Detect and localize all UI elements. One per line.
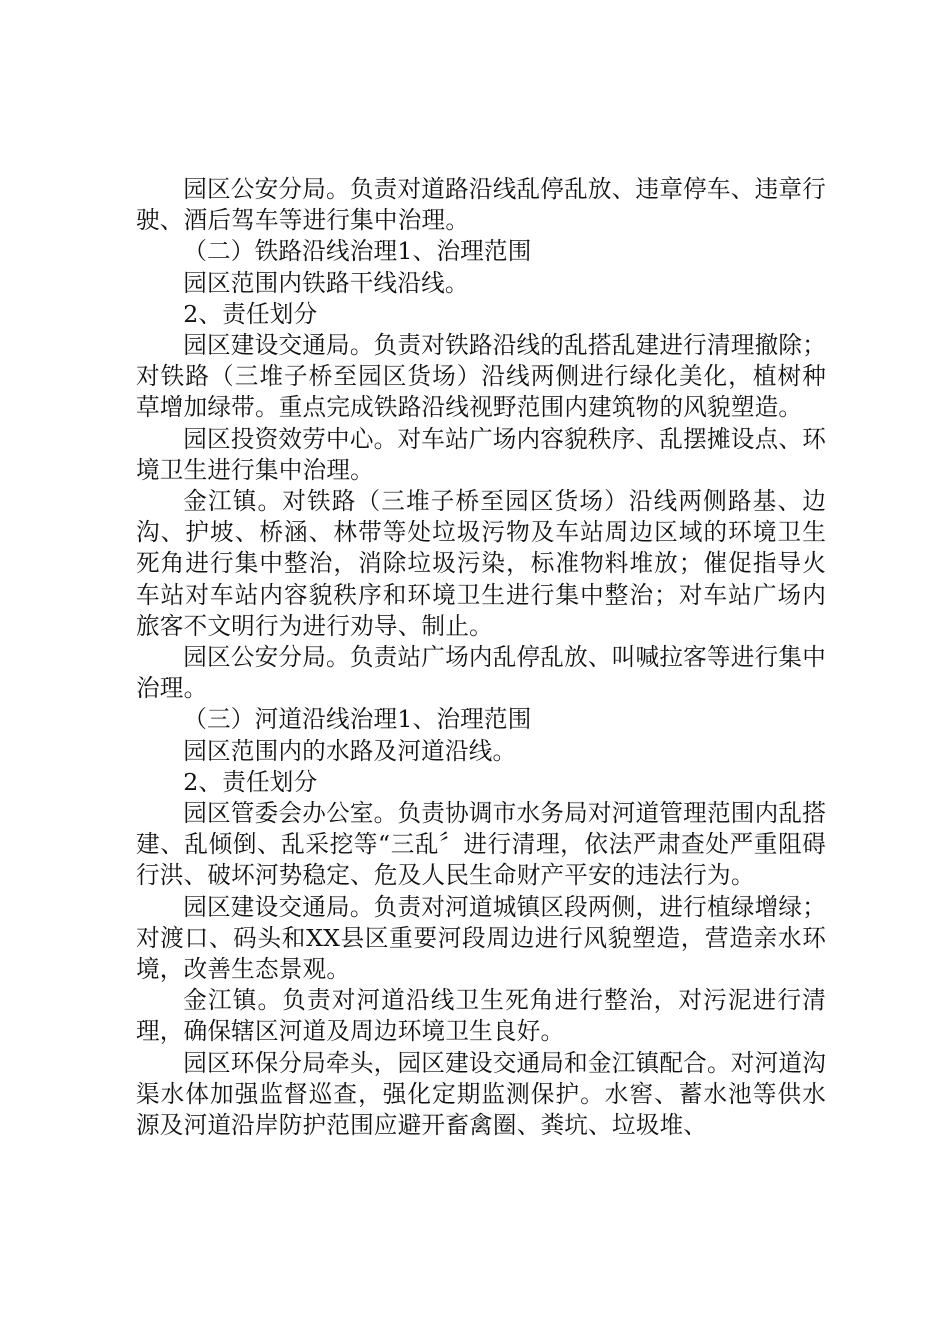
heading-railway-scope: （二）铁路沿线治理1、治理范围 [183, 237, 532, 266]
document-body [136, 174, 826, 1141]
paragraph-construction-river: 园区建设交通局。负责对河道城镇区段两侧，进行植绿增绿；对渡口、码头和XX县区重要河段周边进行风貌塑造，营造亲水环境，改善生态景观。 [136, 892, 826, 984]
paragraph-jinjiang-river: 金江镇。负责对河道沿线卫生死角进行整治，对污泥进行清理，确保辖区河道及周边环境卫生良好。 [136, 986, 826, 1046]
paragraph-investment-center: 园区投资效劳中心。对车站广场内容貌秩序、乱摆摊设点、环境卫生进行集中治理。 [136, 424, 826, 484]
paragraph-construction-railway: 园区建设交通局。负责对铁路沿线的乱搭乱建进行清理撤除；对铁路（三堆子桥至园区货场）沿线两侧进行绿化美化，植树种草增加绿带。重点完成铁路沿线视野范围内建筑物的风貌塑造。 [136, 331, 826, 422]
paragraph-management-office: 园区管委会办公室。负责协调市水务局对河道管理范围内乱搭建、乱倾倒、乱采挖等“三乱〞进行清理，依法严肃查处严重阻碍行洪、破坏河势稳定、危及人民生命财产平安的违法行为。 [136, 799, 826, 890]
paragraph-police-station: 园区公安分局。负责站广场内乱停乱放、叫喊拉客等进行集中治理。 [136, 643, 826, 703]
paragraph-police-road: 园区公安分局。负责对道路沿线乱停乱放、违章停车、违章行驶、酒后驾车等进行集中治理。 [136, 175, 826, 235]
heading-railway-duty: 2、责任划分 [183, 299, 318, 328]
paragraph-jinjiang-railway: 金江镇。对铁路（三堆子桥至园区货场）沿线两侧路基、边沟、护坡、桥涵、林带等处垃圾污物及车站周边区域的环境卫生死角进行集中整治，消除垃圾污染，标准物料堆放；催促指导火车站对车站内容貌秩序和环境卫生进行集中整治；对车站广场内旅客不文明行为进行劝导、制止。 [136, 487, 826, 640]
paragraph-environment-bureau: 园区环保分局牵头，园区建设交通局和金江镇配合。对河道沟渠水体加强监督巡查，强化定期监测保护。水窖、蓄水池等供水源及河道沿岸防护范围应避开畜禽圈、粪坑、垃圾堆、 [136, 1048, 826, 1140]
heading-river-duty: 2、责任划分 [183, 767, 318, 796]
paragraph-railway-scope: 园区范围内铁路干线沿线。 [183, 268, 469, 297]
heading-river-scope: （三）河道沿线治理1、治理范围 [183, 705, 532, 734]
paragraph-river-scope: 园区范围内的水路及河道沿线。 [183, 736, 517, 765]
